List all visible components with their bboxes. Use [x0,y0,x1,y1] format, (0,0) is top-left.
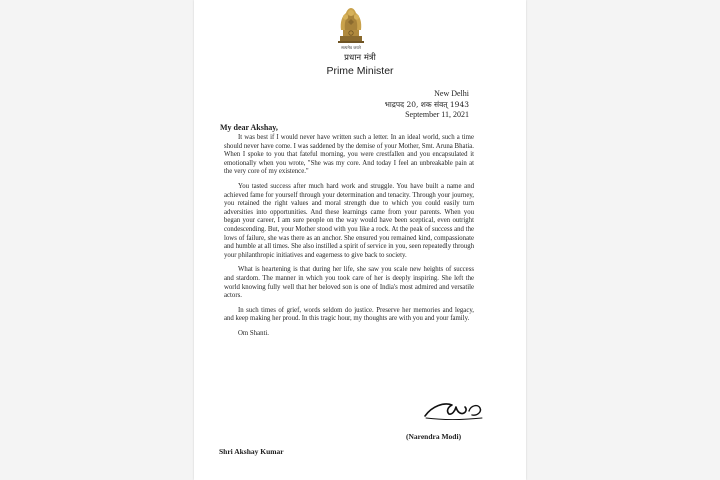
paragraph-4: In such times of grief, words seldom do justice. Preserve her memories and legacy, and keep making her proud. In this tragic hour, my thoughts are with you and your family. [224,306,474,323]
paragraph-5: Om Shanti. [238,329,269,337]
signatory-name: (Narendra Modi) [406,432,462,441]
paragraph-2: You tasted success after much hard work and struggle. You have built a name and achieved fame for yourself through your determination and tenacity. Through your journey, you retained the right values and moral strength due to which you could easily turn adversities into opportunities. And these learnings came from your parents. When you began your career, I am sure people on the way would have been sceptical, even outright condescending. But, your Mother stood with you like a rock. At the peak of success and the lows of failure, she was there as an anchor. She ensured you remained kind, compassionate and humble at all times. She also instilled a spirit of service in you, seen repeatedly through your philanthropic initiatives and eagerness to give back to society. [224,182,474,259]
letter-body [224,134,474,344]
office-title-hindi: प्रधान मंत्री [344,53,376,63]
state-emblem-icon [334,4,368,44]
date: September 11, 2021 [405,110,469,119]
addressee-name: Shri Akshay Kumar [219,447,284,456]
paragraph-1: It was best if I would never have written such a letter. In an ideal world, such a time should never have come. I was saddened by the demise of your Mother, Smt. Aruna Bhatia. When I spoke to you that fateful morning, you were crestfallen and you encapsulated it emotionally when you wrote, "She was my core. And today I feel an unbreakable pain at the very core of my existence." [224,134,474,176]
salutation: My dear Akshay, [220,123,278,132]
place: New Delhi [434,89,469,98]
handwritten-signature-icon [422,397,486,423]
hindi-date: भाद्रपद 20, शक संवत् 1943 [384,99,469,109]
office-title-english: Prime Minister [326,65,394,77]
place-and-date [385,89,469,121]
letter-page [194,0,526,480]
paragraph-3: What is heartening is that during her life, she saw you scale new heights of success and stardom. The manner in which you took care of her is deeply inspiring. She left the world knowing fully well that her beloved son is one of India's most admired and versatile actors. [224,266,474,300]
emblem-motto: सत्यमेव जयते [341,45,361,50]
